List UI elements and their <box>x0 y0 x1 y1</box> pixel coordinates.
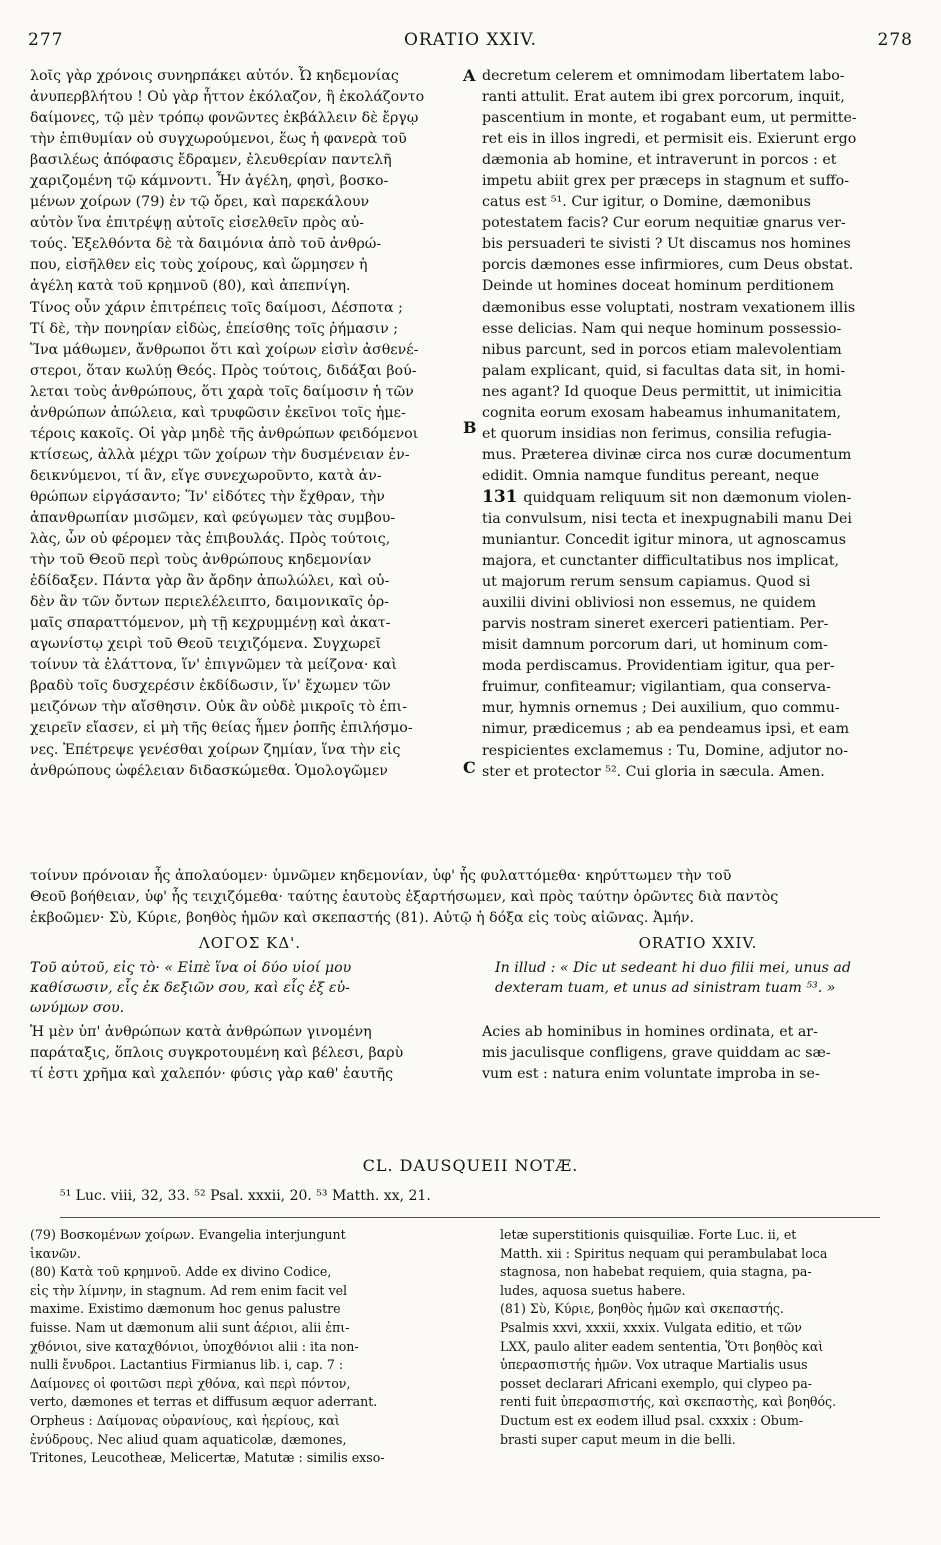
note-line: stagnosa, non habebat requiem, quia stagna, pa- <box>500 1264 812 1280</box>
latin-text-line: tia convulsum, nisi tecta et inexpugnabili manu Dei <box>482 510 852 527</box>
latin-text-line: mur, hymnis ornemus ; Dei auxilium, quo commu- <box>482 700 840 717</box>
latin-body-line: Acies ab hominibus in homines ordinata, et ar- <box>482 1024 818 1040</box>
greek-text-line: λοῖς γὰρ χρόνοις συνηρπάκει αὐτόν. Ὦ κηδεμονίας <box>30 68 399 84</box>
note-line: (81) Σὺ, Κύριε, βοηθὸς ἡμῶν καὶ σκεπαστής. <box>500 1301 784 1317</box>
note-line: maxime. Existimo dæmonum hoc genus palustre <box>30 1301 341 1317</box>
latin-text-line: impetu abiit grex per præceps in stagnum et suffo- <box>482 173 849 190</box>
latin-text-line: nibus parcunt, sed in porcos etiam malevolentiam <box>482 341 842 358</box>
latin-text-line: potestatem facis? Cur eorum nequitiæ gnarus ver- <box>482 215 846 232</box>
notes-left-column <box>30 1226 385 1468</box>
latin-text-line: pascentium in monte, et rogabant eum, ut permitte- <box>482 110 857 127</box>
greek-body-line: τί ἐστι χρῆμα καὶ χαλεπόν· φύσις γὰρ καθ' ἑαυτῆς <box>30 1066 394 1082</box>
latin-section-heading: ORATIO XXIV. <box>638 934 758 952</box>
note-line: letæ superstitionis quisquiliæ. Forte Luc. ii, et <box>500 1227 797 1242</box>
greek-subtitle <box>30 958 351 1018</box>
note-line: εἰς τὴν λίμνην, in stagnum. Ad rem enim facit vel <box>30 1282 348 1298</box>
closing-lines <box>30 866 914 929</box>
closing-text-line: τοίνυν πρόνοιαν ἧς ἀπολαύομεν· ὑμνῶμεν κηδεμονίαν, ὑφ' ἧς φυλαττόμεθα· κηρύττωμεν τὴν τοῦ <box>30 868 732 884</box>
note-line: Δαίμονες οἱ φοιτῶσι περὶ χθόνα, καὶ περὶ πόντον, <box>30 1375 351 1391</box>
latin-subtitle-line: dexteram tuam, et unus ad sinistram tuam ⁵³. » <box>495 980 836 996</box>
notes-right-column <box>500 1226 836 1449</box>
latin-text-line: moda perdiscamus. Providentiam igitur, qua per- <box>482 658 835 675</box>
note-line: Matth. xii : Spiritus nequam qui perambulabat loca <box>500 1245 828 1261</box>
latin-text-line: nes agant? Id quoque Deus permittit, ut inimicitia <box>482 383 842 400</box>
latin-text-line: mus. Præterea divinæ circa nos curæ documentum <box>482 446 852 463</box>
greek-subtitle-line: Τοῦ αὐτοῦ, εἰς τὸ· « Εἰπὲ ἵνα οἱ δύο υἱοί μου <box>30 960 352 976</box>
note-line: ludes, aquosa suetus habere. <box>500 1282 686 1298</box>
notes-title: CL. DAUSQUEII NOTÆ. <box>362 1156 579 1175</box>
section-marker-c: C <box>463 758 476 777</box>
greek-text-line: που, εἰσῆλθεν εἰς τοὺς χοίρους, καὶ ὥρμησεν ἡ <box>30 257 368 274</box>
latin-text-line: ret eis in illos ingredi, et permisit eis. Exierunt ergo <box>482 131 857 148</box>
greek-text-line: Τίνος οὖν χάριν ἐπιτρέπεις τοῖς δαίμοσι, Δέσποτα ; <box>30 299 403 316</box>
latin-text-line: respicientes exclamemus : Tu, Domine, adjutor no- <box>482 742 849 759</box>
note-line: LXX, paulo aliter eadem sententia, Ὅτι βοηθὸς καὶ <box>500 1338 824 1354</box>
greek-text-line: δεικνύμενοι, τί ἂν, εἴγε συνεχωροῦντο, κατὰ ἀν- <box>30 467 382 484</box>
greek-text-line: βασιλέως ἀπόφασις ἔδραμεν, ἐλευθερίαν παντελῆ <box>30 152 392 169</box>
greek-text-line: βραδὺ τοῖς δυσχερέσιν ἐκδίδωσιν, ἵν' ἔχωμεν τῶν <box>30 678 391 695</box>
latin-text-line: esse delicias. Nam qui neque hominum possessio- <box>482 320 842 337</box>
note-line: Orpheus : Δαίμονας οὐρανίους, καὶ ἠερίους, καὶ <box>30 1412 340 1428</box>
greek-text-line: δὲν ἂν τῶν ὄντων περιελέλειπτο, δαιμονικαῖς ὁρ- <box>30 594 389 611</box>
note-line: renti fuit ὑπερασπιστής, καὶ σκεπαστὴς, καὶ βοηθός. <box>500 1394 837 1410</box>
page-number-right: 278 <box>877 30 913 50</box>
note-line: ἱκανῶν. <box>30 1245 81 1261</box>
note-line: ἐνύδρους. Nec aliud quam aquaticolæ, dæmones, <box>30 1431 347 1447</box>
note-line: ὑπερασπιστής ἡμῶν. Vox utraque Martialis usus <box>500 1357 808 1373</box>
running-header <box>28 30 913 58</box>
greek-text-line: λεται τοὺς ἀνθρώπους, ὅτι χαρὰ τοῖς δαίμοσιν ἡ τῶν <box>30 383 414 400</box>
greek-text-line: τούς. Ἐξελθόντα δὲ τὰ δαιμόνια ἀπὸ τοῦ ἀνθρώ- <box>30 236 382 253</box>
greek-text-line: αὐτὸν ἵνα ἐπιτρέψῃ αὐτοῖς εἰσελθεῖν πρὸς αὐ- <box>30 215 364 232</box>
closing-text-line: ἐκβοῶμεν· Σὺ, Κύριε, βοηθὸς ἡμῶν καὶ σκεπαστής (81). Αὐτῷ ἡ δόξα εἰς τοὺς αἰῶνας. Ἀμήν. <box>30 910 694 927</box>
latin-subtitle <box>495 958 851 998</box>
greek-text-line: θρώπων εἰργάσαντο; Ἵν' εἰδότες τὴν ἔχθραν, τὴν <box>30 488 385 505</box>
latin-text-line: et quorum insidias non ferimus, consilia refugia- <box>482 425 832 442</box>
latin-text-line: ut majorum rerum sensum capiamus. Quod si <box>482 574 811 591</box>
latin-text-line: Deinde ut homines doceat hominum perditionem <box>482 278 834 295</box>
latin-text-line: dæmonibus esse voluptati, nostram vexationem illis <box>482 299 856 316</box>
latin-text-line: decretum celerem et omnimodam libertatem labo- <box>482 68 845 84</box>
greek-text-line: τὴν τοῦ Θεοῦ περὶ τοὺς ἀνθρώπους κηδεμονίαν <box>30 552 372 569</box>
latin-text-line: catus est ⁵¹. Cur igitur, o Domine, dæmonibus <box>482 194 811 211</box>
latin-text-line: dæmonia ab homine, et intraverunt in porcos : et <box>482 152 837 169</box>
greek-text-line: ἀνθρώπους ὠφέλειαν διδασκώμεθα. Ὁμολογῶμεν <box>30 762 388 779</box>
greek-text-line: χειρεῖν εἴασεν, εἰ μὴ τῆς θείας ἦμεν ῥοπῆς ἐπιλήσμο- <box>30 720 413 737</box>
greek-text-line: τὴν ἐπιθυμίαν οὐ συγχωρούμενοι, ἕως ἡ φανερὰ τοῦ <box>30 131 407 148</box>
greek-text-line: νες. Ἐπέτρεψε γενέσθαι χοίρων ζημίαν, ἵνα τὴν εἰς <box>30 741 401 758</box>
greek-text-line: κτίσεως, ἀλλὰ μέχρι τῶν χοίρων τὴν δυσμένειαν ἐν- <box>30 446 410 463</box>
greek-text-line: Τί δὲ, τὴν πονηρίαν εἰδὼς, ἐπείσθης τοῖς ῥήμασιν ; <box>30 320 399 337</box>
greek-text-line: ἀγέλη κατὰ τοῦ κρημνοῦ (80), καὶ ἀπεπνίγη. <box>30 278 351 295</box>
greek-text-line: τέροις κακοῖς. Οἱ γὰρ μηδὲ τῆς ἀνθρώπων φειδόμενοι <box>30 425 419 442</box>
note-line: Tritones, Leucotheæ, Melicertæ, Matutæ : similis exso- <box>30 1450 385 1466</box>
latin-text-line: fruimur, confiteamur; vigilantiam, qua conserva- <box>482 679 831 696</box>
latin-text-line: porcis dæmones esse infirmiores, cum Deus obstat. <box>482 257 854 274</box>
greek-text-line: μαῖς σπαραττόμενον, μὴ τῇ κεχρυμμένῃ καὶ ἀκατ- <box>30 615 391 632</box>
note-line: verto, dæmones et terras et diffusum æquor aderrant. <box>30 1394 378 1410</box>
latin-text-line: edidit. Omnia namque funditus pereant, neque <box>482 467 820 484</box>
greek-text-line: λὰς, ὧν οὐ φέρομεν τὰς ἐπιβουλάς. Πρὸς τούτοις, <box>30 531 391 548</box>
latin-text-line: parvis nostram sineret exerceri patientiam. Per- <box>482 616 829 633</box>
latin-body-line: vum est : natura enim voluntate improba in se- <box>482 1066 820 1082</box>
latin-text-line: auxilii divini obliviosi non essemus, ne quidem <box>482 595 817 612</box>
greek-text-line: ἀπανθρωπίαν μισῶμεν, καὶ φεύγωμεν τὰς συμβου- <box>30 509 396 526</box>
greek-text-line: τοίνυν τὰ ἐλάττονα, ἵν' ἐπιγνῶμεν τὰ μείζονα· καὶ <box>30 657 397 674</box>
notes-divider <box>60 1217 880 1218</box>
greek-subtitle-line: ωνύμων σου. <box>30 1000 125 1016</box>
greek-subtitle-line: καθίσωσιν, εἷς ἐκ δεξιῶν σου, καὶ εἷς ἐξ εὐ- <box>30 980 350 996</box>
greek-text-line: αγωνίστῳ χειρὶ τοῦ Θεοῦ τειχιζόμενα. Συγχωρεῖ <box>30 636 382 653</box>
note-line: (80) Κατὰ τοῦ κρημνοῦ. Adde ex divino Codice, <box>30 1264 332 1280</box>
greek-text-line: στεροι, ὅταν κωλύῃ Θεός. Πρὸς τούτοις, διδάξαι βού- <box>30 362 417 379</box>
greek-text-line: μειζόνων τὴν αἴσθησιν. Οὐκ ἂν οὐδὲ μικροῖς τὸ ἐπι- <box>30 699 407 716</box>
note-line: nulli ἔνυδροι. Lactantius Firmianus lib. i, cap. 7 : <box>30 1357 344 1373</box>
header-title: ORATIO XXIV. <box>403 30 538 50</box>
greek-column <box>30 66 470 782</box>
greek-text-line: ἐδίδαξεν. Πάντα γὰρ ἂν ἄρδην ἀπωλώλει, καὶ οὐ- <box>30 573 390 590</box>
greek-text-line: ἀνθρώπων ἀπώλεια, καὶ τρυφῶσιν ἐκεῖνοι τοῖς ἡμε- <box>30 404 406 421</box>
latin-text-line: muniantur. Concedit igitur minora, ut agnoscamus <box>482 532 846 549</box>
latin-text-line: ster et protector ⁵². Cui gloria in sæcula. Amen. <box>482 763 825 780</box>
latin-text-line: bis persuaderi te sivisti ? Ut discamus nos homines <box>482 236 851 253</box>
greek-body-line: παράταξις, ὅπλοις συγκροτουμένη καὶ βέλεσι, βαρὺ <box>30 1045 404 1061</box>
greek-body <box>30 1022 403 1085</box>
greek-body-line: Ἡ μὲν ὑπ' ἀνθρώπων κατὰ ἀνθρώπων γινομένη <box>30 1024 372 1040</box>
column-number: 131 <box>482 486 524 507</box>
greek-text-line: χαριζομένη τῷ κάμνοντι. Ἦν ἀγέλη, φησὶ, βοσκο- <box>30 173 389 190</box>
latin-body-line: mis jaculisque confligens, grave quiddam ac sæ- <box>482 1045 831 1061</box>
note-line: brasti super caput meum in die belli. <box>500 1431 736 1447</box>
note-line: χθόνιοι, sive καταχθόνιοι, ὑποχθόνιοι alii : ita non- <box>30 1338 359 1354</box>
latin-subtitle-line: In illud : « Dic ut sedeant hi duo filii mei, unus ad <box>495 960 851 976</box>
note-line: fuisse. Nam ut dæmonum alii sunt ἀέριοι, alii ἐπι- <box>30 1319 350 1335</box>
latin-body <box>482 1022 831 1085</box>
latin-text-line: palam explicant, quid, si facultas data sit, in homi- <box>482 362 846 379</box>
latin-text-line: cognita eorum exosam habeamus inhumanitatem, <box>482 404 842 421</box>
page-number-left: 277 <box>28 30 64 50</box>
note-line: Ductum est ex eodem illud psal. cxxxix : Obum- <box>500 1412 804 1428</box>
closing-text-line: Θεοῦ βοήθειαν, ὑφ' ἧς τειχιζόμεθα· ταύτης ἑαυτοὺς ἐξαρτήσωμεν, καὶ πρὸς ταύτην ὁρῶντες διὰ παντὸς <box>30 889 779 906</box>
greek-section-heading: ΛΟΓΟΣ ΚΔ'. <box>198 934 302 952</box>
latin-text-line: ranti attulit. Erat autem ibi grex porcorum, inquit, <box>482 89 845 106</box>
note-line: (79) Βοσκομένων χοίρων. Evangelia interjungunt <box>30 1227 346 1242</box>
greek-text-line: μένων χοίρων (79) ἐν τῷ ὄρει, καὶ παρεκάλουν <box>30 194 370 211</box>
latin-text-line: nimur, prædicemus ; ab ea pendeamus ipsi, et eam <box>482 721 850 738</box>
latin-text-line: 131 quidquam reliquum sit non dæmonum violen- <box>482 486 852 507</box>
greek-text-line: ἀνυπερβλήτου ! Οὐ γὰρ ἧττον ἐκόλαζον, ἢ ἐκολάζοντο <box>30 89 425 106</box>
section-marker-b: B <box>463 418 477 437</box>
latin-column <box>482 66 914 783</box>
latin-text-line: majora, et cunctanter difficultatibus nos implicat, <box>482 553 840 570</box>
section-marker-a: A <box>463 66 476 85</box>
greek-text-line: δαίμονες, τῷ μὲν τρόπῳ φονῶντες ἐκβάλλειν δὲ ἔργῳ <box>30 110 419 127</box>
note-line: Psalmis xxvi, xxxii, xxxix. Vulgata editio, et τῶν <box>500 1319 802 1335</box>
greek-text-line: Ἵνα μάθωμεν, ἄνθρωποι ὅτι καὶ χοίρων εἰσὶν ἀσθενέ- <box>30 341 419 358</box>
scripture-references: ⁵¹ Luc. viii, 32, 33. ⁵² Psal. xxxii, 20. ⁵³ Matth. xx, 21. <box>60 1188 431 1204</box>
latin-text-line: misit damnum porcorum dari, ut hominum com- <box>482 637 828 654</box>
note-line: posset declarari Africani exemplo, qui clypeo pa- <box>500 1375 813 1391</box>
